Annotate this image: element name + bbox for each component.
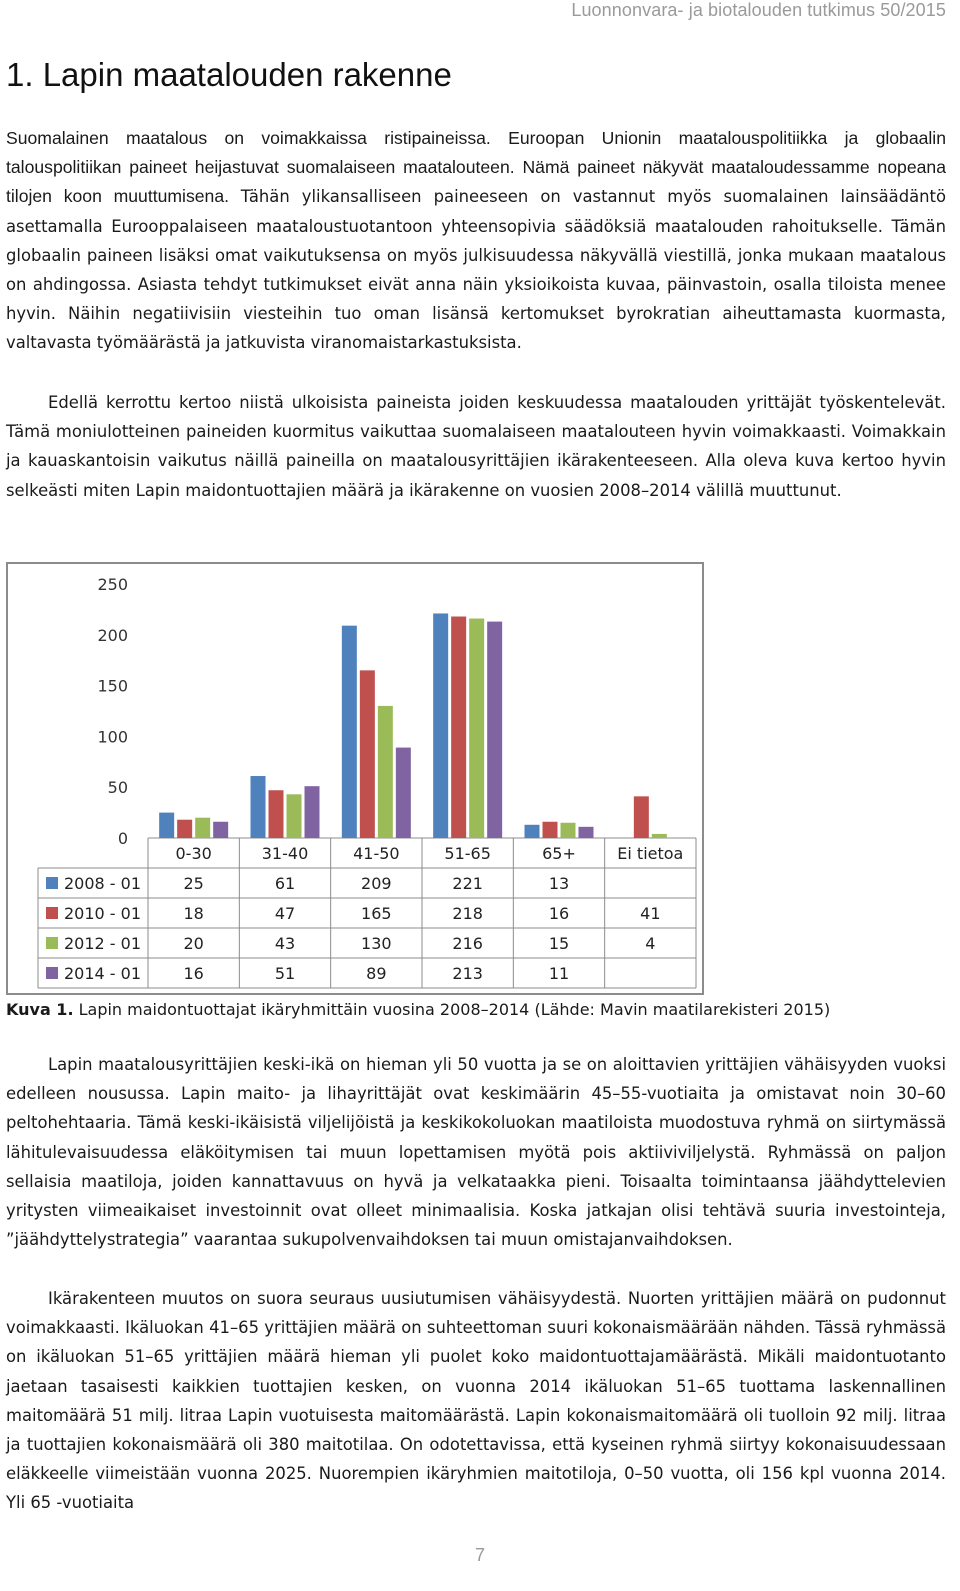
bar (634, 796, 649, 838)
figure-caption-label: Kuva 1. (6, 1000, 74, 1019)
data-value-label: 209 (361, 874, 392, 893)
y-tick-label: 100 (97, 727, 128, 747)
legend-series-name: 2012 - 01 (64, 934, 142, 953)
legend-series-name: 2008 - 01 (64, 874, 142, 893)
category-label: Ei tietoa (617, 844, 684, 863)
age-structure-paragraph: Lapin maatalousyrittäjien keski-ikä on hieman yli 50 vuotta ja se on aloittavien yrittäjien vähäisyyden vuoksi edelleen nousussa. Lapin maito- ja lihayrittäjät ovat keskimäärin 45–55-vuotiaita ja omistavat noin 30–60 peltohehtaaria. Tämä keski-ikäisistä viljelijöistä ja keskikokoluokan maatiloista muodostuva ryhmä on siirtymässä lähitulevaisuudessa eläköitymisen tai muun lopettamisen myötä pois aktiiviviljelystä. Ryhmässä on paljon sellaisia maatiloja, joiden kannattavuus on hyvä ja velkataakka pieni. Toisaalta toimintaansa jäähdyttelevien yritysten viimeaikaiset investoinnit ovat olleet minimaalisia. Koska jatkajan olisi tehtävä suuria investointeja, ”jäähdyttelystrategia” vaarantaa sukupolvenvaihdoksen tai muun omistajanvaihdoksen. (6, 1055, 946, 1250)
y-tick-label: 0 (117, 829, 128, 848)
data-value-label: 51 (274, 964, 296, 983)
category-label: 31-40 (261, 844, 309, 863)
data-value-label: 16 (548, 904, 570, 923)
bar (525, 825, 540, 838)
legend-series-name: 2014 - 01 (64, 964, 142, 983)
data-value-label: 213 (452, 964, 483, 983)
bar (652, 834, 667, 838)
intro-sentences: Suomalainen maatalous on voimakkaissa ristipaineissa. Euroopan Unionin maatalouspolitiikka ja globaalin talouspolitiikan paineet heijastuvat suomalaiseen maatalouteen. Nämä paineet näkyvät maataloudessamme nopeana tilojen koon muuttumisena. (6, 128, 946, 207)
bar (177, 820, 192, 838)
data-value-label: 16 (183, 964, 204, 983)
data-value-label: 18 (183, 904, 204, 923)
data-value-label: 165 (361, 904, 392, 923)
bar (543, 822, 558, 838)
page-number: 7 (474, 1545, 485, 1565)
bar (561, 823, 576, 838)
legend-swatch (46, 937, 58, 949)
report-series-header: Luonnonvara- ja biotalouden tutkimus 50/2015 (571, 0, 946, 20)
data-value-label: 47 (274, 904, 296, 923)
bar (213, 822, 228, 838)
data-value-label: 216 (452, 934, 483, 953)
bar (579, 827, 594, 838)
bar (487, 622, 502, 838)
y-tick-label: 250 (97, 575, 128, 594)
category-label: 51-65 (444, 844, 491, 863)
legend-swatch (46, 907, 58, 919)
category-label: 0-30 (175, 844, 212, 863)
data-value-label: 4 (645, 934, 656, 953)
data-value-label: 11 (548, 964, 570, 983)
data-value-label: 218 (452, 904, 483, 923)
bar (305, 786, 320, 838)
figure-caption-text: Lapin maidontuottajat ikäryhmittäin vuosina 2008–2014 (Lähde: Mavin maatilarekisteri 2015) (73, 1000, 831, 1019)
bar (433, 613, 448, 838)
legend-swatch (46, 967, 58, 979)
bar (287, 794, 302, 838)
data-value-label: 25 (183, 874, 204, 893)
data-value-label: 61 (274, 874, 296, 893)
data-value-label: 89 (366, 964, 387, 983)
bar (378, 706, 393, 838)
category-label: 41-50 (353, 844, 400, 863)
data-value-label: 43 (274, 934, 296, 953)
bar (396, 748, 411, 838)
age-group-chart (6, 562, 704, 995)
bar (342, 626, 357, 838)
y-tick-label: 50 (107, 778, 128, 798)
renewal-paragraph: Ikärakenteen muutos on suora seuraus uusiutumisen vähäisyydestä. Nuorten yrittäjien määrä on pudonnut voimakkaasti. Ikäluokan 41–65 yrittäjien määrä on suhteettoman suuri kokonaismäärään nähden. Tässä ryhmässä on ikäluokan 51–65 yrittäjien määrä hieman yli puolet koko maidontuottajamäärästä. Mikäli maidontuotanto jaetaan tasaisesti kaikkien tuottajien kesken, on vuonna 2014 ikäluokan 51–65 tuottama laskennallinen maitomäärä 51 milj. litraa Lapin vuotuisesta maitomäärästä. Lapin kokonaismaitomäärä oli tuolloin 92 milj. litraa ja tuottajien kokonaismäärä oli 380 maitotilaa. On odotettavissa, että kyseinen ryhmä siirtyy kokonaisuudessaan eläkkeelle viimeistään vuonna 2025. Nuorempien ikäryhmien maitotiloja, 0–50 vuotta, oli 156 kpl vuonna 2014. Yli 65 -vuotiaita (6, 1289, 946, 1513)
bar (469, 619, 484, 838)
bar (269, 790, 284, 838)
data-value-label: 130 (361, 934, 392, 953)
data-value-label: 13 (548, 874, 570, 893)
bar (360, 670, 375, 838)
data-value-label: 20 (183, 934, 204, 953)
bar (451, 617, 466, 838)
pressures-paragraph: Edellä kerrottu kertoo niistä ulkoisista paineista joiden keskuudessa maatalouden yrittäjät työskentelevät. Tämä moniulotteinen paineiden kuormitus vaikuttaa suomalaiseen maatalouteen hyvin voimakkaasti. Voimakkain ja kauaskantoisin vaikutus näillä paineilla on maatalousyrittäjien ikärakenteeseen. Alla oleva kuva kertoo hyvin selkeästi miten Lapin maidontuottajien määrä ja ikärakenne on vuosien 2008–2014 välillä muuttunut. (6, 393, 946, 500)
category-label: 65+ (542, 844, 576, 863)
figure-caption (6, 1000, 830, 1019)
legend-series-name: 2010 - 01 (64, 904, 142, 923)
y-tick-label: 150 (97, 676, 128, 696)
intro-paragraph (6, 124, 946, 358)
section-heading: 1. Lapin maatalouden rakenne (6, 56, 452, 93)
data-value-label: 221 (452, 874, 483, 893)
data-value-label: 15 (548, 934, 570, 953)
bar (195, 818, 210, 838)
bar (159, 813, 174, 838)
chart-svg (8, 564, 702, 993)
y-tick-label: 200 (97, 625, 128, 645)
legend-swatch (46, 877, 58, 889)
intro-continuation: Tähän ylikansalliseen paineeseen on vastannut myös suomalainen lainsäädäntö asettamalla Eurooppalaiseen maataloustuotantoon yhteensopivia säädöksiä maatalouden rahoitukselle. Tämän globaalin paineen lisäksi omat vaikutuksensa on myös julkisuudessa näkyvällä viestillä, jonka mukaan maatalous on ahdingossa. Asiasta tehdyt tutkimukset eivät anna näin yksioikoista kuvaa, päinvastoin, osalla tiloista menee hyvin. Näihin negatiivisiin viesteihin tuo oman lisänsä kertomukset byrokratian aiheuttamasta kuormasta, valtavasta työmäärästä ja jatkuvista viranomaistarkastuksista. (6, 187, 947, 353)
bar (251, 776, 266, 838)
data-value-label: 41 (640, 904, 661, 923)
